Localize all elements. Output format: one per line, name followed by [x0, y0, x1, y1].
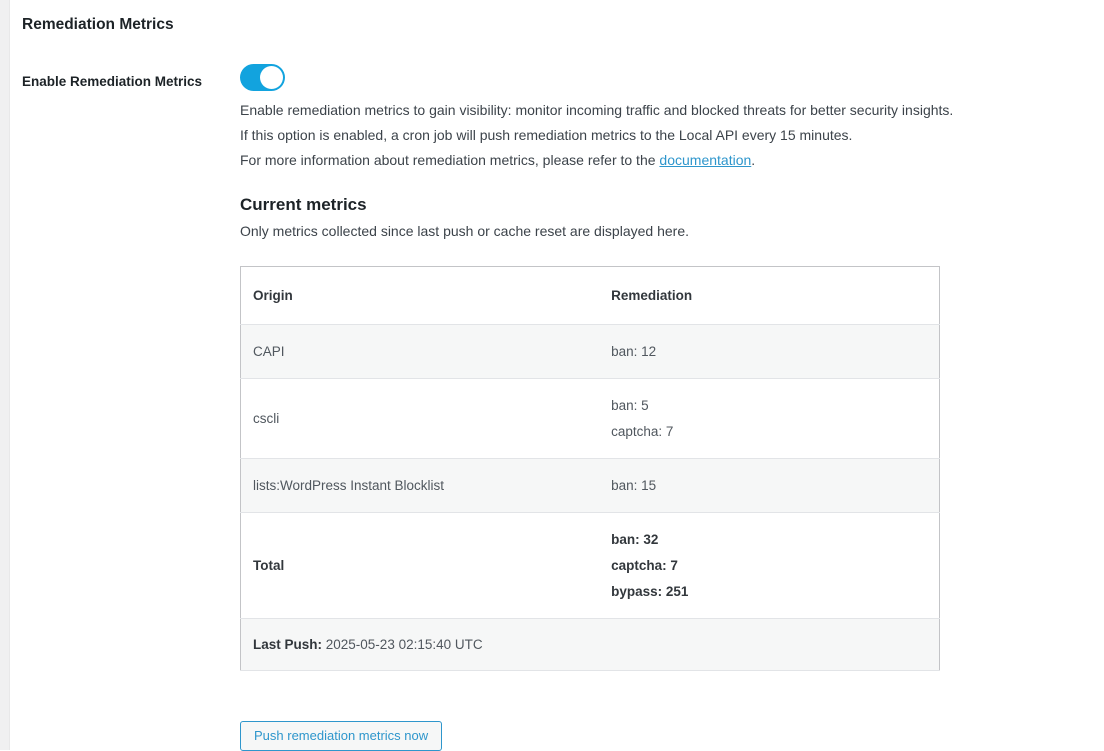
origin-cell: cscli: [241, 379, 600, 459]
page-title: Remediation Metrics: [22, 16, 174, 33]
remediation-value: captcha: 7: [611, 558, 678, 573]
enable-remediation-metrics-row: [22, 64, 1104, 751]
remediation-value: captcha: 7: [611, 424, 674, 439]
remediation-value: ban: 12: [611, 344, 657, 359]
table-row-total: [241, 513, 940, 619]
table-header-row: [241, 267, 940, 325]
remediation-cell: [599, 459, 939, 513]
last-push-value: 2025-05-23 02:15:40 UTC: [322, 637, 483, 652]
description-line-3-suffix: .: [751, 152, 756, 168]
remediation-value: ban: 32: [611, 532, 659, 547]
remediation-column-header: Remediation: [599, 267, 939, 325]
remediation-value: bypass: 251: [611, 584, 689, 599]
table-row-capi: [241, 325, 940, 379]
metrics-table: [240, 266, 940, 671]
push-remediation-metrics-button[interactable]: Push remediation metrics now: [240, 721, 442, 751]
origin-cell: Total: [241, 513, 600, 619]
documentation-link[interactable]: documentation: [659, 152, 752, 168]
toggle-knob-icon: [260, 66, 283, 89]
remediation-cell: [599, 325, 939, 379]
admin-page-background-strip: [0, 0, 10, 750]
description-line-3-prefix: For more information about remediation metrics, please refer to the: [240, 152, 660, 168]
last-push-cell: [241, 619, 940, 671]
last-push-label: Last Push:: [253, 637, 323, 652]
origin-cell: lists:WordPress Instant Blocklist: [241, 459, 600, 513]
table-row-lists: [241, 459, 940, 513]
description-line-3: [240, 148, 1104, 173]
enable-remediation-metrics-label: Enable Remediation Metrics: [22, 74, 203, 89]
remediation-value: ban: 15: [611, 478, 657, 493]
origin-column-header: Origin: [241, 267, 600, 325]
table-row-cscli: [241, 379, 940, 459]
remediation-metrics-toggle[interactable]: [240, 64, 285, 91]
remediation-value: ban: 5: [611, 398, 649, 413]
origin-cell: CAPI: [241, 325, 600, 379]
current-metrics-heading: Current metrics: [240, 195, 367, 214]
remediation-cell: [599, 513, 939, 619]
enable-remediation-metrics-field: [240, 64, 1104, 751]
description-line-2: If this option is enabled, a cron job will push remediation metrics to the Local API every 15 minutes.: [240, 127, 853, 143]
remediation-cell: [599, 379, 939, 459]
current-metrics-subtitle: Only metrics collected since last push or cache reset are displayed here.: [240, 223, 689, 239]
description-line-1: Enable remediation metrics to gain visibility: monitor incoming traffic and blocked threats for better security insights.: [240, 102, 954, 118]
table-footer-row: [241, 619, 940, 671]
